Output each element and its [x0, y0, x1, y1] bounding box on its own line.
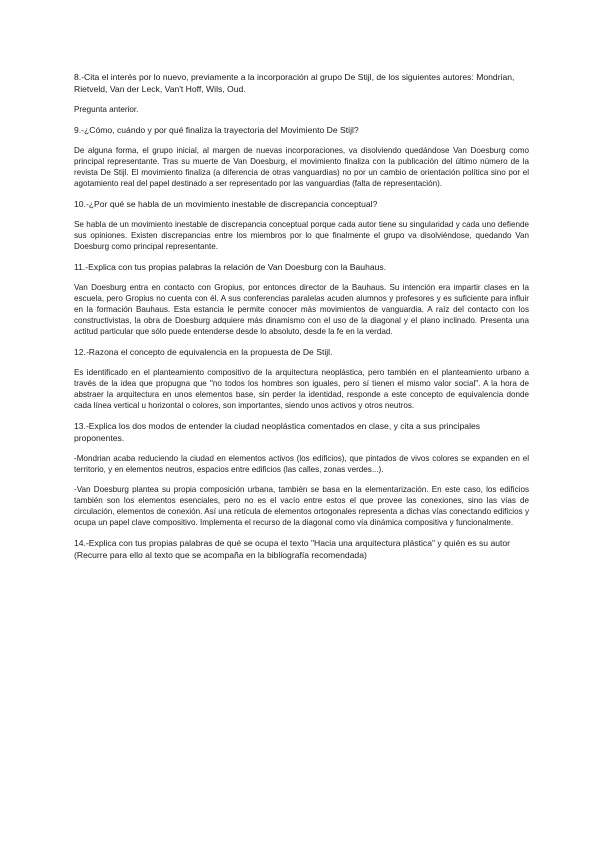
answer-10: Se habla de un movimiento inestable de discrepancia conceptual porque cada autor tiene su singularidad y cada uno defiende sus opiniones. Existen discrepancias entre los miembros por lo que finalmente el grupo va disolviéndose, quedando Van Doesburg como principal representante.: [74, 220, 529, 251]
question-10: 10.-¿Por qué se habla de un movimiento inestable de discrepancia conceptual?: [74, 199, 378, 209]
answer-8: Pregunta anterior.: [74, 105, 139, 114]
document-page: [74, 71, 529, 570]
answer-13-van-doesburg: -Van Doesburg plantea su propia composición urbana, también se basa en la elementarización. En este caso, los edificios también son los elementos esenciales, pero no es el vacío entre estos el que provee las conexiones, sino las vías de circulación, elementos de conexión. Así una retícula de elementos ortogonales representa a dichas vías conectando edificios y ocupa un papel clave compositivo. Implementa el recurso de la diagonal como vía dinámica compositiva y funcionalmente.: [74, 485, 529, 527]
question-13: 13.-Explica los dos modos de entender la ciudad neoplástica comentados en clase, y cita a sus principales proponentes.: [74, 421, 481, 443]
question-11: 11.-Explica con tus propias palabras la relación de Van Doesburg con la Bauhaus.: [74, 262, 387, 272]
answer-12: Es identificado en el planteamiento compositivo de la arquitectura neoplástica, pero también en el planteamiento urbano a través de la idea que propugna que "no todos los hombres son iguales, pero sí tienen el mismo valor social". A la hora de abstraer la arquitectura en unos elementos base, sin perder la identidad, responde a este concepto de equivalencia donde cada línea vertical u horizontal o colores, son importantes, siendo unos activos y otros neutros.: [74, 368, 529, 410]
question-8: 8.-Cita el interés por lo nuevo, previamente a la incorporación al grupo De Stijl, de los siguientes autores: Mondrian, Rietveld, Van der Leck, Van't Hoff, Wils, Oud.: [74, 72, 515, 94]
question-14: 14.-Explica con tus propias palabras de qué se ocupa el texto "Hacia una arquitectura plástica" y quién es su autor (Recurre para ello al texto que se acompaña en la bibliografía recomendada): [74, 538, 511, 560]
question-9: 9.-¿Cómo, cuándo y por qué finaliza la trayectoria del Movimiento De Stijl?: [74, 125, 359, 135]
answer-9: De alguna forma, el grupo inicial, al margen de nuevas incorporaciones, va disolviendo quedándose Van Doesburg como principal representante. Tras su muerte de Van Doesburg, el movimiento finaliza con la publicación del último número de la revista De Stijl. El movimiento finaliza (a diferencia de otras vanguardias) no por un cambio de orientación política sino por el agotamiento real del papel destinado a ser representado por las vanguardias (falta de representación).: [74, 146, 529, 188]
answer-13-mondrian: -Mondrian acaba reduciendo la ciudad en elementos activos (los edificios), que pintados de vivos colores se expanden en el territorio, y en elementos neutros, espacios entre edificios (las calles, zonas verdes...).: [74, 454, 529, 474]
answer-11: Van Doesburg entra en contacto con Gropius, por entonces director de la Bauhaus. Su intención era impartir clases en la escuela, pero Gropius no cuenta con él. A sus conferencias paralelas acuden alumnos y profesores y es suficiente para influir en la formación Bauhaus. Esta estancia le permite conocer más movimientos de vanguardia. A raíz del contacto con los constructivistas, la obra de Doesburg adquiere más dinamismo con el uso de la diagonal y el plano inclinado. Presenta una actitud particular que sólo puede entenderse desde lo absoluto, desde la fe en la verdad.: [74, 283, 529, 336]
question-12: 12.-Razona el concepto de equivalencia en la propuesta de De Stijl.: [74, 347, 333, 357]
